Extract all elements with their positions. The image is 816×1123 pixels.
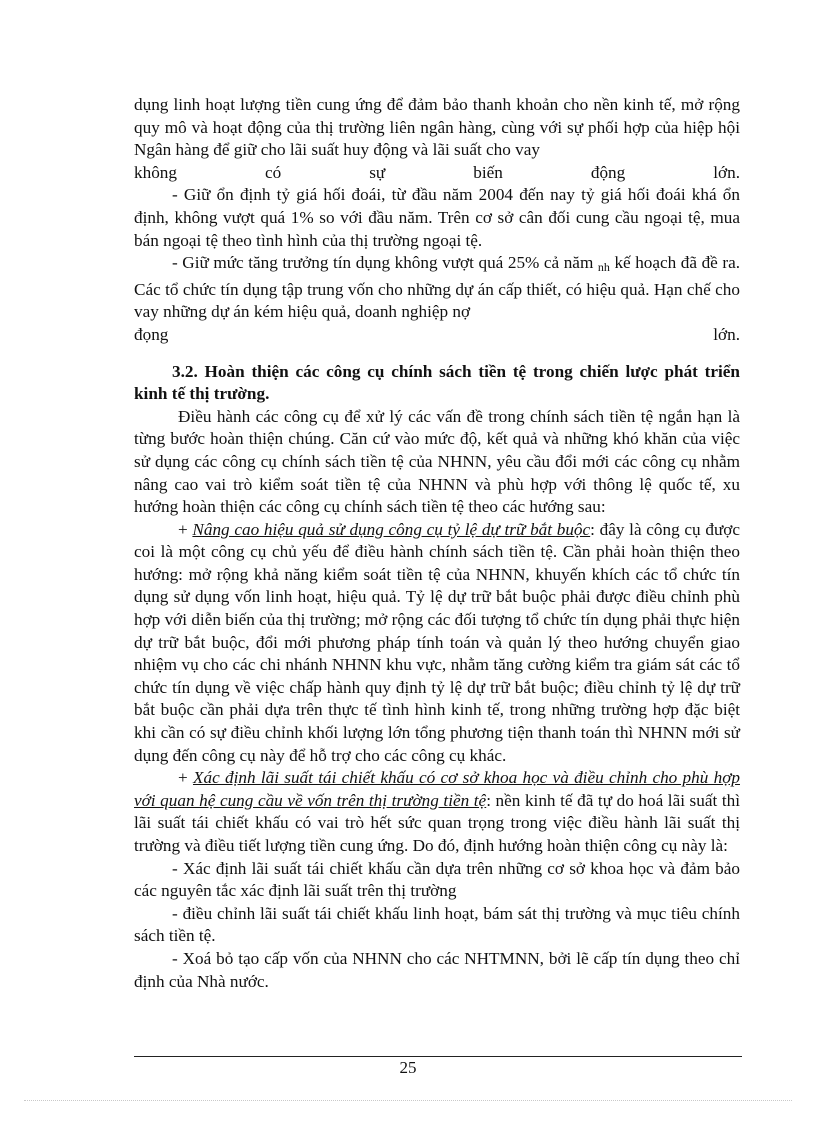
section-heading	[134, 361, 740, 406]
paragraph-1	[134, 94, 740, 162]
paragraph-3-subscript: nh	[597, 260, 610, 275]
footer-divider	[134, 1056, 742, 1057]
paragraph-2-text: - Giữ ổn định tỷ giá hối đoái, từ đầu năm 2004 đến nay tỷ giá hối đoái khá ổn định, không vượt quá 1% so với đầu năm. Trên cơ sở cân đối cung cầu ngoại tệ, mua bán ngoại tệ theo tình hình của thị trường ngoại tệ.	[134, 185, 740, 250]
paragraph-6-prefix: +	[178, 768, 193, 788]
paragraph-4-text: Điều hành các công cụ để xử lý các vấn đề trong chính sách tiền tệ ngắn hạn là từng bước hoàn thiện chúng. Căn cứ vào mức độ, kết quả và những khó khăn của việc sử dụng các công cụ chính sách tiền tệ của NHNN, yêu cầu đổi mới các công cụ nhằm nâng cao vai trò kiểm soát tiền tệ của NHNN và phù hợp với thông lệ quốc tế, xu hướng hoàn thiện các công cụ chính sách tiền tệ theo các hướng sau:	[134, 406, 740, 517]
paragraph-1-text: dụng linh hoạt lượng tiền cung ứng để đảm bảo thanh khoản cho nền kinh tế, mở rộng quy mô và hoạt động của thị trường liên ngân hàng, cùng với sự phối hợp của hiệp hội Ngân hàng để giữ cho lãi suất huy động và lãi suất cho vay	[134, 95, 740, 160]
paragraph-6-title: Xác định lãi suất tái chiết khấu có cơ sở khoa học và điều chỉnh cho phù hợp với quan hệ cung cầu về vốn trên thị trường tiền tệ	[134, 768, 740, 810]
paragraph-7	[134, 858, 740, 903]
paragraph-9-text: - Xoá bỏ tạo cấp vốn của NHNN cho các NHTMNN, bởi lẽ cấp tín dụng theo chỉ định của Nhà nước.	[134, 948, 740, 991]
paragraph-6	[134, 767, 740, 857]
paragraph-9	[134, 948, 740, 993]
paragraph-1-end-text: không có sự biến động lớn.	[134, 162, 740, 182]
page-bottom-border	[24, 1100, 792, 1101]
paragraph-3-end	[134, 324, 740, 347]
paragraph-3	[134, 252, 740, 324]
paragraph-1-end	[134, 162, 740, 185]
paragraph-8-text: - điều chỉnh lãi suất tái chiết khấu linh hoạt, bám sát thị trường và mục tiêu chính sách tiền tệ.	[134, 903, 740, 946]
section-heading-text: 3.2. Hoàn thiện các công cụ chính sách tiền tệ trong chiến lược phát triển kinh tế thị trường.	[134, 361, 740, 404]
paragraph-3-end-text: đọng lớn.	[134, 324, 740, 344]
paragraph-8	[134, 903, 740, 948]
paragraph-6-body: : nền kinh tế đã tự do hoá lãi suất thì lãi suất tái chiết khấu có vai trò hết sức quan trọng trong việc điều hành lãi suất thị trường và điều tiết lượng tiền cung ứng. Do đó, định hướng hoàn thiện công cụ này là:	[134, 790, 740, 855]
paragraph-4	[134, 406, 740, 519]
page-number: 25	[399, 1058, 417, 1077]
paragraph-3-text-b: kế hoạch đã đề ra. Các tổ chức tín dụng tập trung vốn cho những dự án cấp thiết, có hiệu quả. Hạn chế cho vay những dự án kém hiệu quả, doanh nghiệp nợ	[134, 253, 741, 322]
paragraph-5-title: Nâng cao hiệu quả sử dụng công cụ tỷ lệ dự trữ bắt buộc	[192, 519, 591, 539]
paragraph-2	[134, 184, 740, 252]
document-page	[134, 94, 740, 993]
paragraph-5-body: : đây là công cụ được coi là một công cụ chủ yếu để điều hành chính sách tiền tệ. Cần phải hoàn thiện theo hướng: mở rộng khả năng kiểm soát tiền tệ của NHNN, khuyến khích các tổ chức tín dụng sử dụng vốn linh hoạt, hiệu quả. Tỷ lệ dự trữ bắt buộc phải được điều chỉnh phù hợp với diễn biến của thị trường; mở rộng các đối tượng tổ chức tín dụng phải thực hiện dự trữ bắt buộc, đổi mới phương pháp tính toán và quản lý theo hướng chuyển giao nhiệm vụ cho các chi nhánh NHNN khu vực, nhằm tăng cường kiểm tra giám sát các tổ chức tín dụng về việc chấp hành quy định tỷ lệ dự trữ bắt buộc; điều chỉnh tỷ lệ dự trữ bắt buộc cần phải dựa trên thực tế tình hình kinh tế, trong những trường hợp đặc biệt khi cần có sự điều chỉnh khối lượng lớn tổng phương tiện thanh toán thì NHNN mới sử dụng đến công cụ này để hỗ trợ cho các công cụ khác.	[134, 519, 740, 765]
paragraph-5-prefix: +	[178, 519, 193, 539]
paragraph-3-text-a: - Giữ mức tăng trưởng tín dụng không vượt quá 25% cả năm	[172, 253, 594, 273]
paragraph-5	[134, 519, 740, 768]
paragraph-7-text: - Xác định lãi suất tái chiết khấu cần dựa trên những cơ sở khoa học và đảm bảo các nguyên tắc xác định lãi suất trên thị trường	[134, 858, 740, 901]
